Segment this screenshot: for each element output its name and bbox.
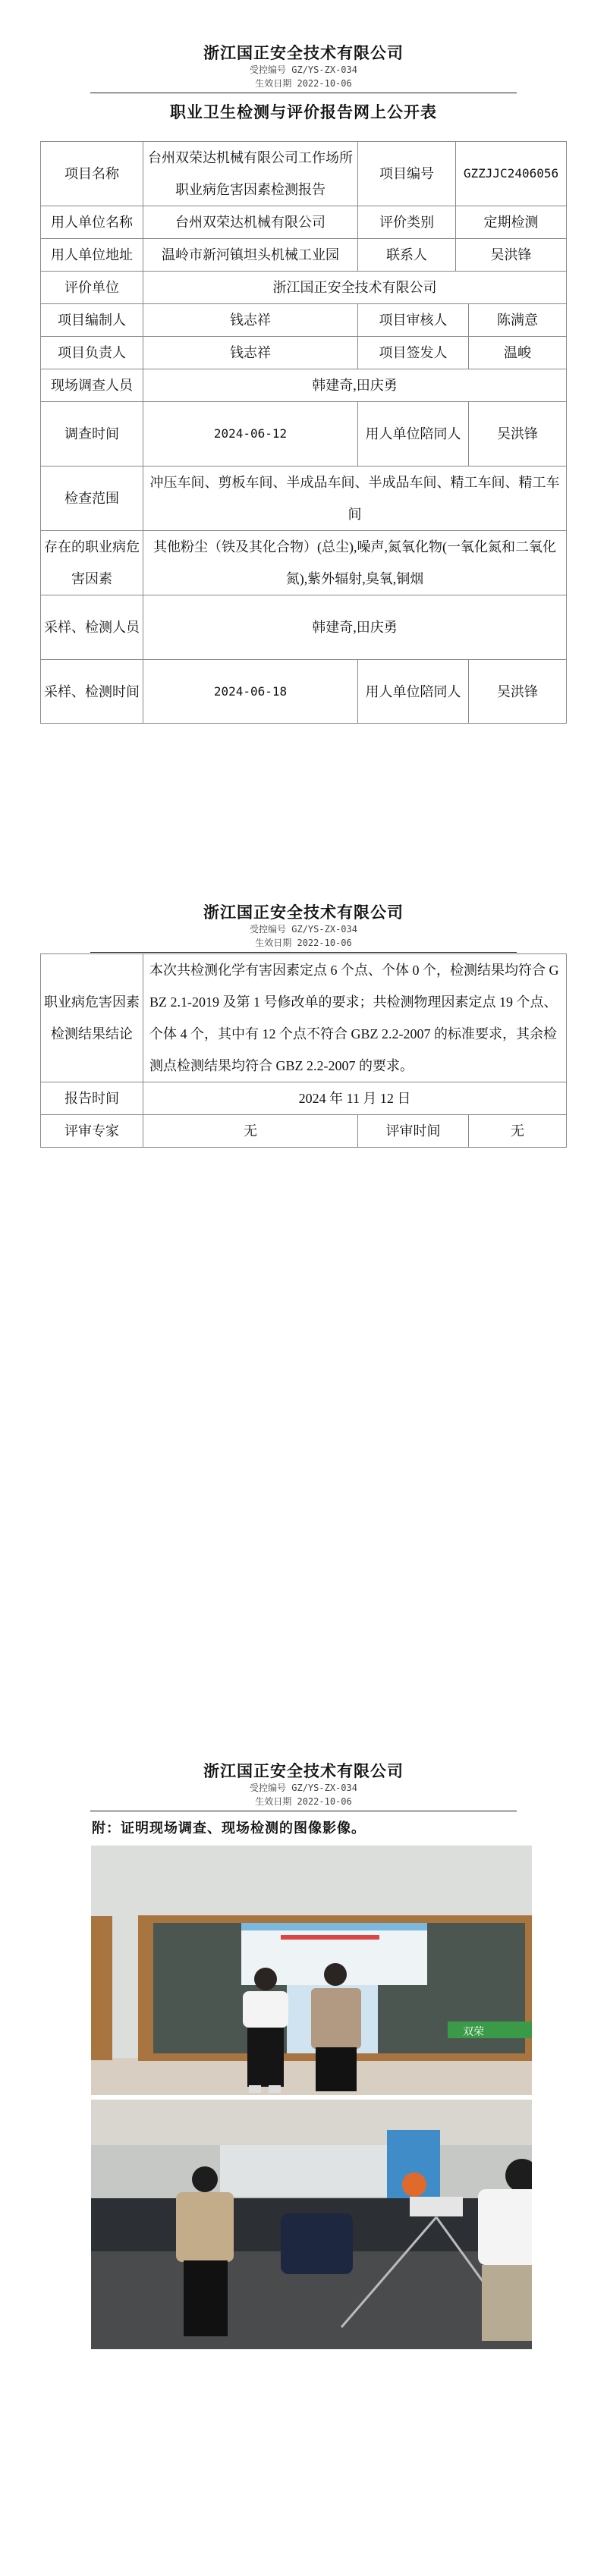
table-row [41, 1115, 567, 1148]
table-row [41, 954, 567, 1082]
site-testing-photo [91, 2100, 532, 2349]
table-row [41, 272, 567, 304]
attachment-title: 附：证明现场调查、现场检测的图像影像。 [92, 1820, 366, 1836]
table-row [41, 402, 567, 467]
conclusion-table [40, 953, 567, 1148]
table-row [41, 595, 567, 660]
site-survey-photo [91, 1846, 532, 2095]
review-experts: 无 [143, 1115, 358, 1148]
issuer: 温峻 [469, 337, 567, 369]
evaluation-type: 定期检测 [456, 206, 567, 239]
cell-label: 项目编制人 [41, 304, 143, 337]
cell-label: 职业病危害因素检测结果结论 [41, 954, 143, 1082]
cell-label: 项目名称 [41, 142, 143, 206]
page1-header [0, 43, 607, 90]
cell-label: 存在的职业病危害因素 [41, 531, 143, 595]
header-divider [90, 952, 517, 953]
cell-label: 项目签发人 [358, 337, 469, 369]
table-row [41, 239, 567, 272]
sampling-time: 2024-06-18 [143, 660, 358, 724]
cell-label: 采样、检测时间 [41, 660, 143, 724]
sampling-escort: 吴洪锋 [469, 660, 567, 724]
table-row [41, 467, 567, 531]
page3-header [0, 1761, 607, 1808]
hazard-factors: 其他粉尘（铁及其化合物）(总尘),噪声,氮氧化物(一氧化氮和二氧化氮),紫外辐射,臭氧,铜烟 [143, 531, 567, 595]
control-number: 受控编号 GZ/YS-ZX-034 [250, 924, 357, 935]
control-number: 受控编号 GZ/YS-ZX-034 [250, 64, 357, 75]
table-row [41, 206, 567, 239]
cell-label: 用人单位陪同人 [358, 402, 469, 467]
page-title: 职业卫生检测与评价报告网上公开表 [170, 103, 437, 121]
inspection-scope: 冲压车间、剪板车间、半成品车间、半成品车间、精工车间、精工车间 [143, 467, 567, 531]
compiler: 钱志祥 [143, 304, 358, 337]
survey-time: 2024-06-12 [143, 402, 358, 467]
sampling-staff: 韩建奇,田庆勇 [143, 595, 567, 660]
cell-label: 调查时间 [41, 402, 143, 467]
cell-label: 现场调查人员 [41, 369, 143, 402]
report-time: 2024 年 11 月 12 日 [143, 1082, 567, 1115]
company-name: 浙江国正安全技术有限公司 [203, 44, 404, 62]
cell-label: 用人单位地址 [41, 239, 143, 272]
cell-label: 项目审核人 [358, 304, 469, 337]
cell-label: 项目负责人 [41, 337, 143, 369]
effective-date: 生效日期 2022-10-06 [255, 938, 352, 948]
table-row [41, 1082, 567, 1115]
reviewer: 陈满意 [469, 304, 567, 337]
table-row [41, 660, 567, 724]
review-time: 无 [469, 1115, 567, 1148]
effective-date: 生效日期 2022-10-06 [255, 78, 352, 89]
photo-sign-text: 双荣 [463, 2027, 484, 2038]
cell-label: 报告时间 [41, 1082, 143, 1115]
project-name: 台州双荣达机械有限公司工作场所职业病危害因素检测报告 [143, 142, 358, 206]
company-name: 浙江国正安全技术有限公司 [203, 903, 404, 922]
investigators: 韩建奇,田庆勇 [143, 369, 567, 402]
evaluation-org: 浙江国正安全技术有限公司 [143, 272, 567, 304]
page2-header [0, 903, 607, 950]
control-number: 受控编号 GZ/YS-ZX-034 [250, 1783, 357, 1793]
disclosure-table [40, 141, 567, 724]
cell-label: 用人单位名称 [41, 206, 143, 239]
cell-label: 检查范围 [41, 467, 143, 531]
effective-date: 生效日期 2022-10-06 [255, 1796, 352, 1807]
employer-address: 温岭市新河镇坦头机械工业园 [143, 239, 358, 272]
project-number: GZZJJC2406056 [456, 142, 567, 206]
cell-label: 项目编号 [358, 142, 456, 206]
cell-label: 评价类别 [358, 206, 456, 239]
contact-person: 吴洪锋 [456, 239, 567, 272]
table-row [41, 142, 567, 206]
conclusion-text: 本次共检测化学有害因素定点 6 个点、个体 0 个，检测结果均符合 GBZ 2.1-2019 及第 1 号修改单的要求；共检测物理因素定点 19 个点、个体 4 个，其中有 12 个点不符合 GBZ 2.2-2007 的标准要求，其余检测点检测结果均符合 GBZ 2.2-2007 的要求。 [143, 954, 567, 1082]
cell-label: 评审时间 [358, 1115, 469, 1148]
survey-escort: 吴洪锋 [469, 402, 567, 467]
cell-label: 评审专家 [41, 1115, 143, 1148]
employer-name: 台州双荣达机械有限公司 [143, 206, 358, 239]
table-row [41, 369, 567, 402]
project-leader: 钱志祥 [143, 337, 358, 369]
company-name: 浙江国正安全技术有限公司 [203, 1762, 404, 1780]
cell-label: 联系人 [358, 239, 456, 272]
cell-label: 用人单位陪同人 [358, 660, 469, 724]
table-row [41, 337, 567, 369]
cell-label: 采样、检测人员 [41, 595, 143, 660]
table-row [41, 304, 567, 337]
table-row [41, 531, 567, 595]
cell-label: 评价单位 [41, 272, 143, 304]
